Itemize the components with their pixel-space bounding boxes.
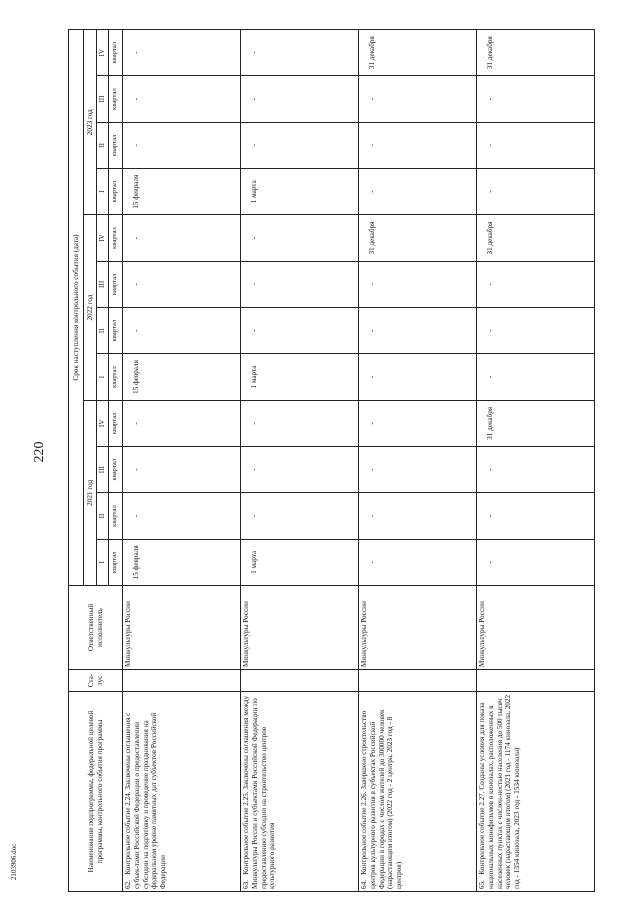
event-title: Контрольное событие 2.25. Заключены соглашения между Минкультуры России и субъектами Российской Федерации по предоставлению субсидии на строительство центров культурного развития <box>242 695 277 889</box>
quarter-label: квартал <box>109 447 123 493</box>
quarter-label: квартал <box>109 261 123 307</box>
event-title-cell <box>359 692 477 892</box>
date-cell: 31 декабря <box>477 215 595 261</box>
date-cell: 1 марта <box>241 539 359 585</box>
date-cell: - <box>241 493 359 539</box>
header-year: 2023 год <box>84 30 97 215</box>
quarter-label: квартал <box>109 308 123 354</box>
date-cell: - <box>359 308 477 354</box>
date-cell: - <box>241 76 359 122</box>
header-deadline: Срок наступления контрольного события (дата) <box>69 30 84 586</box>
status-cell <box>477 670 595 692</box>
date-cell: - <box>359 261 477 307</box>
header-name: Наименование подпрограммы, федеральной целевой программы, контрольного события программы <box>69 692 123 892</box>
date-cell: - <box>123 261 241 307</box>
date-cell: - <box>359 169 477 215</box>
date-cell: - <box>477 447 595 493</box>
date-cell: - <box>123 215 241 261</box>
executor-cell: Минкультуры России <box>359 586 477 670</box>
date-cell: - <box>123 447 241 493</box>
date-cell: 1 марта <box>241 354 359 400</box>
quarter-numeral: II <box>97 493 109 539</box>
date-cell: - <box>241 30 359 76</box>
quarter-label: квартал <box>109 493 123 539</box>
page-number: 220 <box>32 441 47 463</box>
date-cell: - <box>477 354 595 400</box>
rotated-page <box>68 30 620 892</box>
table-header <box>69 30 123 892</box>
executor-cell: Минкультуры России <box>477 586 595 670</box>
table-row <box>477 30 595 892</box>
date-cell: - <box>123 122 241 168</box>
quarter-numeral: I <box>97 354 109 400</box>
date-cell: - <box>359 122 477 168</box>
control-events-table <box>68 29 595 892</box>
quarter-numeral: III <box>97 447 109 493</box>
date-cell: - <box>241 447 359 493</box>
date-cell: 31 декабря <box>477 400 595 446</box>
quarter-numeral: II <box>97 122 109 168</box>
header-year: 2021 год <box>84 400 97 585</box>
quarter-numeral: IV <box>97 30 109 76</box>
row-number: 62. <box>124 880 132 889</box>
date-cell: - <box>241 215 359 261</box>
row-number: 63. <box>242 880 250 889</box>
quarter-label: квартал <box>109 354 123 400</box>
date-cell: - <box>123 400 241 446</box>
date-cell: - <box>477 308 595 354</box>
status-cell <box>241 670 359 692</box>
date-cell: - <box>477 169 595 215</box>
date-cell: 15 февраля <box>123 354 241 400</box>
table-body <box>123 30 595 892</box>
table-row <box>123 30 241 892</box>
date-cell: - <box>477 122 595 168</box>
date-cell: - <box>477 261 595 307</box>
table-row <box>241 30 359 892</box>
date-cell: - <box>359 354 477 400</box>
event-title-cell <box>241 692 359 892</box>
event-title: Контрольное событие 2.27. Созданы условия для показа национальных кинофильмов в кинозалах, расположенных в населенных пунктах с числен-ностью населения до 500 тысяч человек (нарастающим итогом) (2021 год - 1174 кинозала, 2022 год - 1354 кинозала, 2023 год - 1534 кинозала) <box>478 694 522 889</box>
date-cell: - <box>123 308 241 354</box>
quarter-numeral: I <box>97 169 109 215</box>
date-cell: 31 декабря <box>359 215 477 261</box>
header-year: 2022 год <box>84 215 97 400</box>
date-cell: 1 марта <box>241 169 359 215</box>
header-executor: Ответственный исполнитель <box>69 586 123 670</box>
date-cell: 15 февраля <box>123 169 241 215</box>
date-cell: - <box>123 76 241 122</box>
table-row <box>359 30 477 892</box>
event-title-cell <box>477 692 595 892</box>
date-cell: - <box>241 400 359 446</box>
date-cell: 31 декабря <box>477 30 595 76</box>
quarter-numeral: III <box>97 76 109 122</box>
date-cell: - <box>359 493 477 539</box>
date-cell: - <box>359 447 477 493</box>
date-cell: - <box>359 400 477 446</box>
status-cell <box>123 670 241 692</box>
quarter-label: квартал <box>109 539 123 585</box>
quarter-label: квартал <box>109 400 123 446</box>
quarter-label: квартал <box>109 215 123 261</box>
event-title: Контрольное событие 2.24. Заключены соглашения с субъек-тами Российской Федерации о предоставлении субсидии на подготовку и проведение празднования на федеральном уровне памятных дат субъектов Российской Федерации <box>124 712 168 889</box>
quarter-numeral: IV <box>97 400 109 446</box>
status-cell <box>359 670 477 692</box>
date-cell: - <box>241 261 359 307</box>
date-cell: - <box>477 76 595 122</box>
quarter-label: квартал <box>109 76 123 122</box>
executor-cell: Минкультуры России <box>241 586 359 670</box>
quarter-numeral: II <box>97 308 109 354</box>
date-cell: - <box>123 30 241 76</box>
event-title-cell <box>123 692 241 892</box>
date-cell: - <box>359 539 477 585</box>
quarter-label: квартал <box>109 30 123 76</box>
executor-cell: Минкультуры России <box>123 586 241 670</box>
header-status: Ста-тус <box>69 670 123 692</box>
date-cell: 31 декабря <box>359 30 477 76</box>
row-number: 65. <box>478 880 486 889</box>
date-cell: - <box>359 76 477 122</box>
date-cell: - <box>477 493 595 539</box>
quarter-numeral: III <box>97 261 109 307</box>
date-cell: - <box>241 308 359 354</box>
quarter-numeral: IV <box>97 215 109 261</box>
date-cell: - <box>241 122 359 168</box>
quarter-label: квартал <box>109 169 123 215</box>
footer-filename: 2103906.doc <box>10 843 18 881</box>
quarter-numeral: I <box>97 539 109 585</box>
date-cell: - <box>123 493 241 539</box>
date-cell: 15 февраля <box>123 539 241 585</box>
quarter-label: квартал <box>109 122 123 168</box>
row-number: 64. <box>360 880 368 889</box>
event-title: Контрольное событие 2.26. Завершено строительство центров культурного развития в субъектах Российской Федерации в городах с числом жителей до 300000 человек (нарастающим итогом) (2022 год - 2 центра, 2023 год - 8 центров) <box>360 709 404 889</box>
date-cell: - <box>477 539 595 585</box>
